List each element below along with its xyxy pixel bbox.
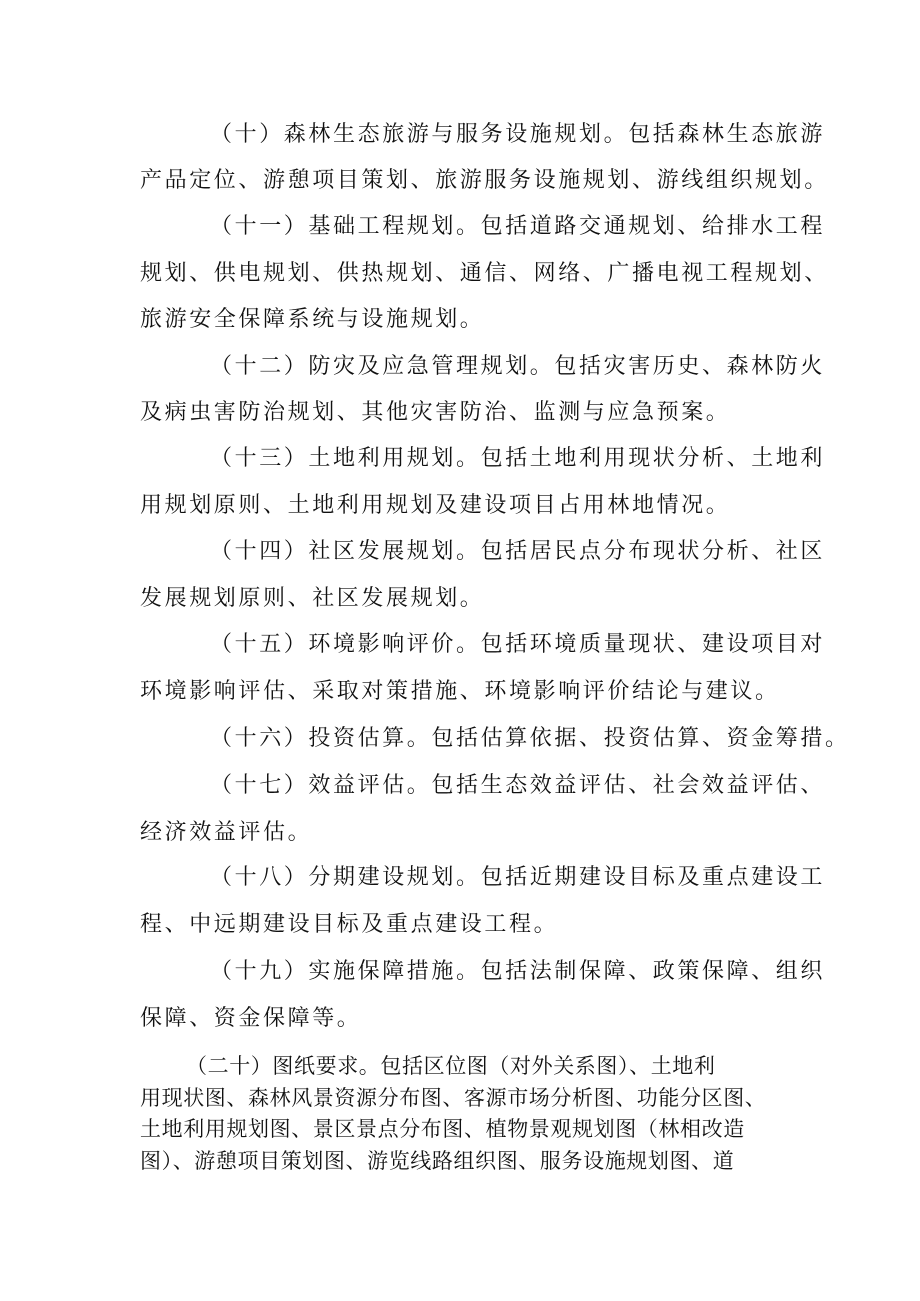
text-line: 图）、游憩项目策划图、游览线路组织图、服务设施规划图、道 — [140, 1149, 735, 1173]
text-line: （十二）防灾及应急管理规划。包括灾害历史、森林防火 — [210, 354, 826, 379]
text-line: （十九）实施保障措施。包括法制保障、政策保障、组织 — [210, 959, 826, 984]
text-line: 保障、资金保障等。 — [140, 1006, 362, 1031]
text-line: 及病虫害防治规划、其他灾害防治、监测与应急预案。 — [140, 400, 731, 425]
text-line: （十三）土地利用规划。包括土地利用现状分析、土地利 — [210, 446, 826, 471]
text-line: （二十）图纸要求。包括区位图（对外关系图）、土地利 — [186, 1054, 716, 1078]
text-line: 产品定位、游憩项目策划、旅游服务设施规划、游线组织规划。 — [140, 168, 829, 193]
text-line: 程、中远期建设目标及重点建设工程。 — [140, 912, 559, 937]
text-line: 土地利用规划图、景区景点分布图、植物景观规划图（林相改造 — [140, 1117, 745, 1141]
text-line: （十七）效益评估。包括生态效益评估、社会效益评估、 — [210, 773, 826, 798]
text-line: （十五）环境影响评价。包括环境质量现状、建设项目对 — [210, 632, 826, 657]
text-line: （十一）基础工程规划。包括道路交通规划、给排水工程 — [210, 214, 826, 239]
text-line: （十）森林生态旅游与服务设施规划。包括森林生态旅游 — [210, 122, 826, 147]
text-line: （十四）社区发展规划。包括居民点分布现状分析、社区 — [210, 539, 826, 564]
text-line: 规划、供电规划、供热规划、通信、网络、广播电视工程规划、 — [140, 261, 829, 286]
text-line: （十八）分期建设规划。包括近期建设目标及重点建设工 — [210, 865, 826, 890]
text-line: 环境影响评估、采取对策措施、环境影响评价结论与建议。 — [140, 679, 780, 704]
text-line: 发展规划原则、社区发展规划。 — [140, 586, 485, 611]
text-line: 经济效益评估。 — [140, 820, 313, 845]
text-line: 用规划原则、土地利用规划及建设项目占用林地情况。 — [140, 493, 731, 518]
text-line: （十六）投资估算。包括估算依据、投资估算、资金筹措。 — [210, 726, 850, 751]
text-line: 旅游安全保障系统与设施规划。 — [140, 307, 485, 332]
text-line: 用现状图、森林风景资源分布图、客源市场分析图、功能分区图、 — [140, 1086, 767, 1110]
